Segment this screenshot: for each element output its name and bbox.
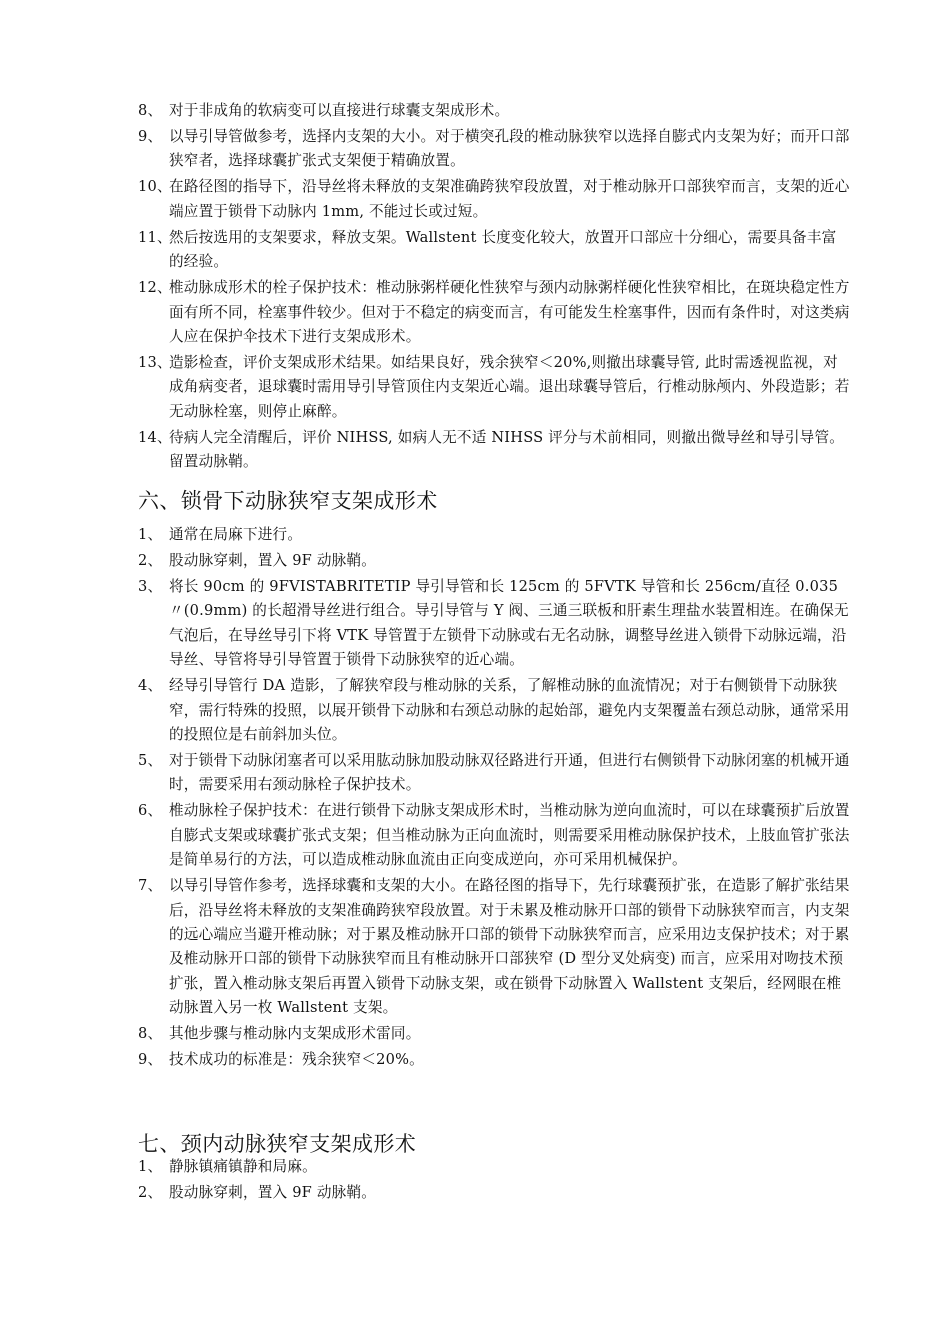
item-text: 对于锁骨下动脉闭塞者可以采用肱动脉加股动脉双径路进行开通，但进行右侧锁骨下动脉闭塞的机械开通时，需要采用右颈动脉栓子保护技术。 bbox=[169, 752, 850, 794]
list-item bbox=[0, 799, 950, 872]
item-number: 8、 bbox=[138, 102, 163, 119]
item-text: 对于非成角的软病变可以直接进行球囊支架成形术。 bbox=[169, 102, 510, 119]
item-text: 将长 90cm 的 9FVISTABRITETIP 导引导管和长 125cm 的 5FVTK 导管和长 256cm/直径 0.035〃(0.9mm) 的长超滑导丝进行组合。导引导管与 Y 阀、三通三联板和肝素生理盐水装置相连。在确保无气泡后，在导丝导引下将 VTK 导管置于左锁骨下动脉或右无名动脉，调整导丝进入锁骨下动脉远端，沿导丝、导管将导引导管置于锁骨下动脉狭窄的近心端。 bbox=[169, 578, 849, 669]
item-number: 2、 bbox=[138, 552, 163, 569]
list-item bbox=[0, 351, 950, 424]
item-text: 静脉镇痛镇静和局麻。 bbox=[169, 1158, 317, 1175]
section-six-list bbox=[0, 523, 950, 1074]
section-seven-heading: 七、颈内动脉狭窄支架成形术 bbox=[138, 1132, 417, 1156]
list-item bbox=[0, 226, 950, 275]
item-number: 9、 bbox=[138, 1051, 163, 1069]
list-item bbox=[0, 1155, 950, 1179]
item-text: 以导引导管作参考，选择球囊和支架的大小。在路径图的指导下，先行球囊预扩张，在造影了解扩张结果后，沿导丝将未释放的支架准确跨狭窄段放置。对于未累及椎动脉开口部的锁骨下动脉狭窄而言，内支架的远心端应当避开椎动脉；对于累及椎动脉开口部的锁骨下动脉狭窄而言，应采用边支保护技术；对于累及椎动脉开口部的锁骨下动脉狭窄而且有椎动脉开口部狭窄 (D 型分叉处病变) 而言，应采用对吻技术预扩张，置入椎动脉支架后再置入锁骨下动脉支架，或在锁骨下动脉置入 Wallstent 支架后，经网眼在椎动脉置入另一枚 Wallstent 支架。 bbox=[169, 877, 850, 1017]
list-item bbox=[0, 749, 950, 798]
list-item bbox=[0, 175, 950, 224]
list-item bbox=[0, 1048, 950, 1072]
list-item bbox=[0, 99, 950, 123]
item-text: 技术成功的标准是：残余狭窄＜20%。 bbox=[169, 1051, 424, 1069]
list-item bbox=[0, 426, 950, 475]
item-number: 4、 bbox=[138, 677, 163, 695]
item-text: 待病人完全清醒后，评价 NIHSS, 如病人无不适 NIHSS 评分与术前相同，则撤出微导丝和导引导管。留置动脉鞘。 bbox=[169, 428, 845, 471]
list-item bbox=[0, 549, 950, 573]
item-text: 然后按选用的支架要求，释放支架。Wallstent 长度变化较大，放置开口部应十分细心，需要具备丰富的经验。 bbox=[169, 228, 837, 271]
item-text: 在路径图的指导下，沿导丝将未释放的支架准确跨狭窄段放置，对于椎动脉开口部狭窄而言，支架的近心端应置于锁骨下动脉内 1mm, 不能过长或过短。 bbox=[169, 178, 850, 220]
item-text: 以导引导管做参考，选择内支架的大小。对于横突孔段的椎动脉狭窄以选择自膨式内支架为好；而开口部狭窄者，选择球囊扩张式支架便于精确放置。 bbox=[169, 128, 850, 170]
list-item bbox=[0, 1022, 950, 1046]
list-item bbox=[0, 874, 950, 1020]
item-number: 10、 bbox=[138, 178, 172, 196]
section-six-heading: 六、锁骨下动脉狭窄支架成形术 bbox=[138, 489, 438, 513]
list-item bbox=[0, 523, 950, 547]
item-text: 造影检查，评价支架成形术结果。如结果良好，残余狭窄＜20%,则撤出球囊导管, 此时需透视监视，对成角病变者，退球囊时需用导引导管顶住内支架近心端。退出球囊导管后，行椎动脉颅内、外段造影；若无动脉栓塞，则停止麻醉。 bbox=[169, 354, 850, 420]
item-text: 股动脉穿刺，置入 9F 动脉鞘。 bbox=[169, 1184, 377, 1201]
item-number: 1、 bbox=[138, 1158, 163, 1175]
item-text: 椎动脉栓子保护技术：在进行锁骨下动脉支架成形术时，当椎动脉为逆向血流时，可以在球囊预扩后放置自膨式支架或球囊扩张式支架；但当椎动脉为正向血流时，则需要采用椎动脉保护技术，上肢血管扩张法是简单易行的方法，可以造成椎动脉血流由正向变成逆向，亦可采用机械保护。 bbox=[169, 802, 850, 869]
list-item bbox=[0, 125, 950, 174]
item-number: 11、 bbox=[138, 228, 172, 246]
item-number: 13、 bbox=[138, 354, 172, 372]
item-number: 7、 bbox=[138, 877, 163, 895]
list-item bbox=[0, 1181, 950, 1205]
list-item bbox=[0, 674, 950, 747]
item-text: 椎动脉成形术的栓子保护技术：椎动脉粥样硬化性狭窄与颈内动脉粥样硬化性狭窄相比，在斑块稳定性方面有所不同，栓塞事件较少。但对于不稳定的病变而言，有可能发生栓塞事件，因而有条件时，对这类病人应在保护伞技术下进行支架成形术。 bbox=[169, 279, 850, 346]
item-text: 通常在局麻下进行。 bbox=[169, 526, 303, 543]
item-text: 股动脉穿刺，置入 9F 动脉鞘。 bbox=[169, 552, 377, 569]
item-text: 经导引导管行 DA 造影，了解狭窄段与椎动脉的关系，了解椎动脉的血流情况；对于右侧锁骨下动脉狭窄，需行特殊的投照，以展开锁骨下动脉和右颈总动脉的起始部，避免内支架覆盖右颈总动脉，通常采用的投照位是右前斜加头位。 bbox=[169, 677, 850, 744]
item-number: 3、 bbox=[138, 578, 163, 595]
list-item bbox=[0, 276, 950, 349]
item-number: 9、 bbox=[138, 128, 163, 145]
item-number: 8、 bbox=[138, 1025, 163, 1043]
item-number: 6、 bbox=[138, 802, 163, 820]
item-number: 12、 bbox=[138, 279, 172, 297]
item-number: 14、 bbox=[138, 428, 172, 446]
section-seven-list bbox=[0, 1155, 950, 1207]
item-number: 2、 bbox=[138, 1184, 163, 1201]
list-item bbox=[0, 575, 950, 673]
item-number: 5、 bbox=[138, 752, 163, 770]
section-a-list bbox=[0, 99, 950, 476]
item-text: 其他步骤与椎动脉内支架成形术雷同。 bbox=[169, 1025, 421, 1043]
item-number: 1、 bbox=[138, 526, 163, 543]
